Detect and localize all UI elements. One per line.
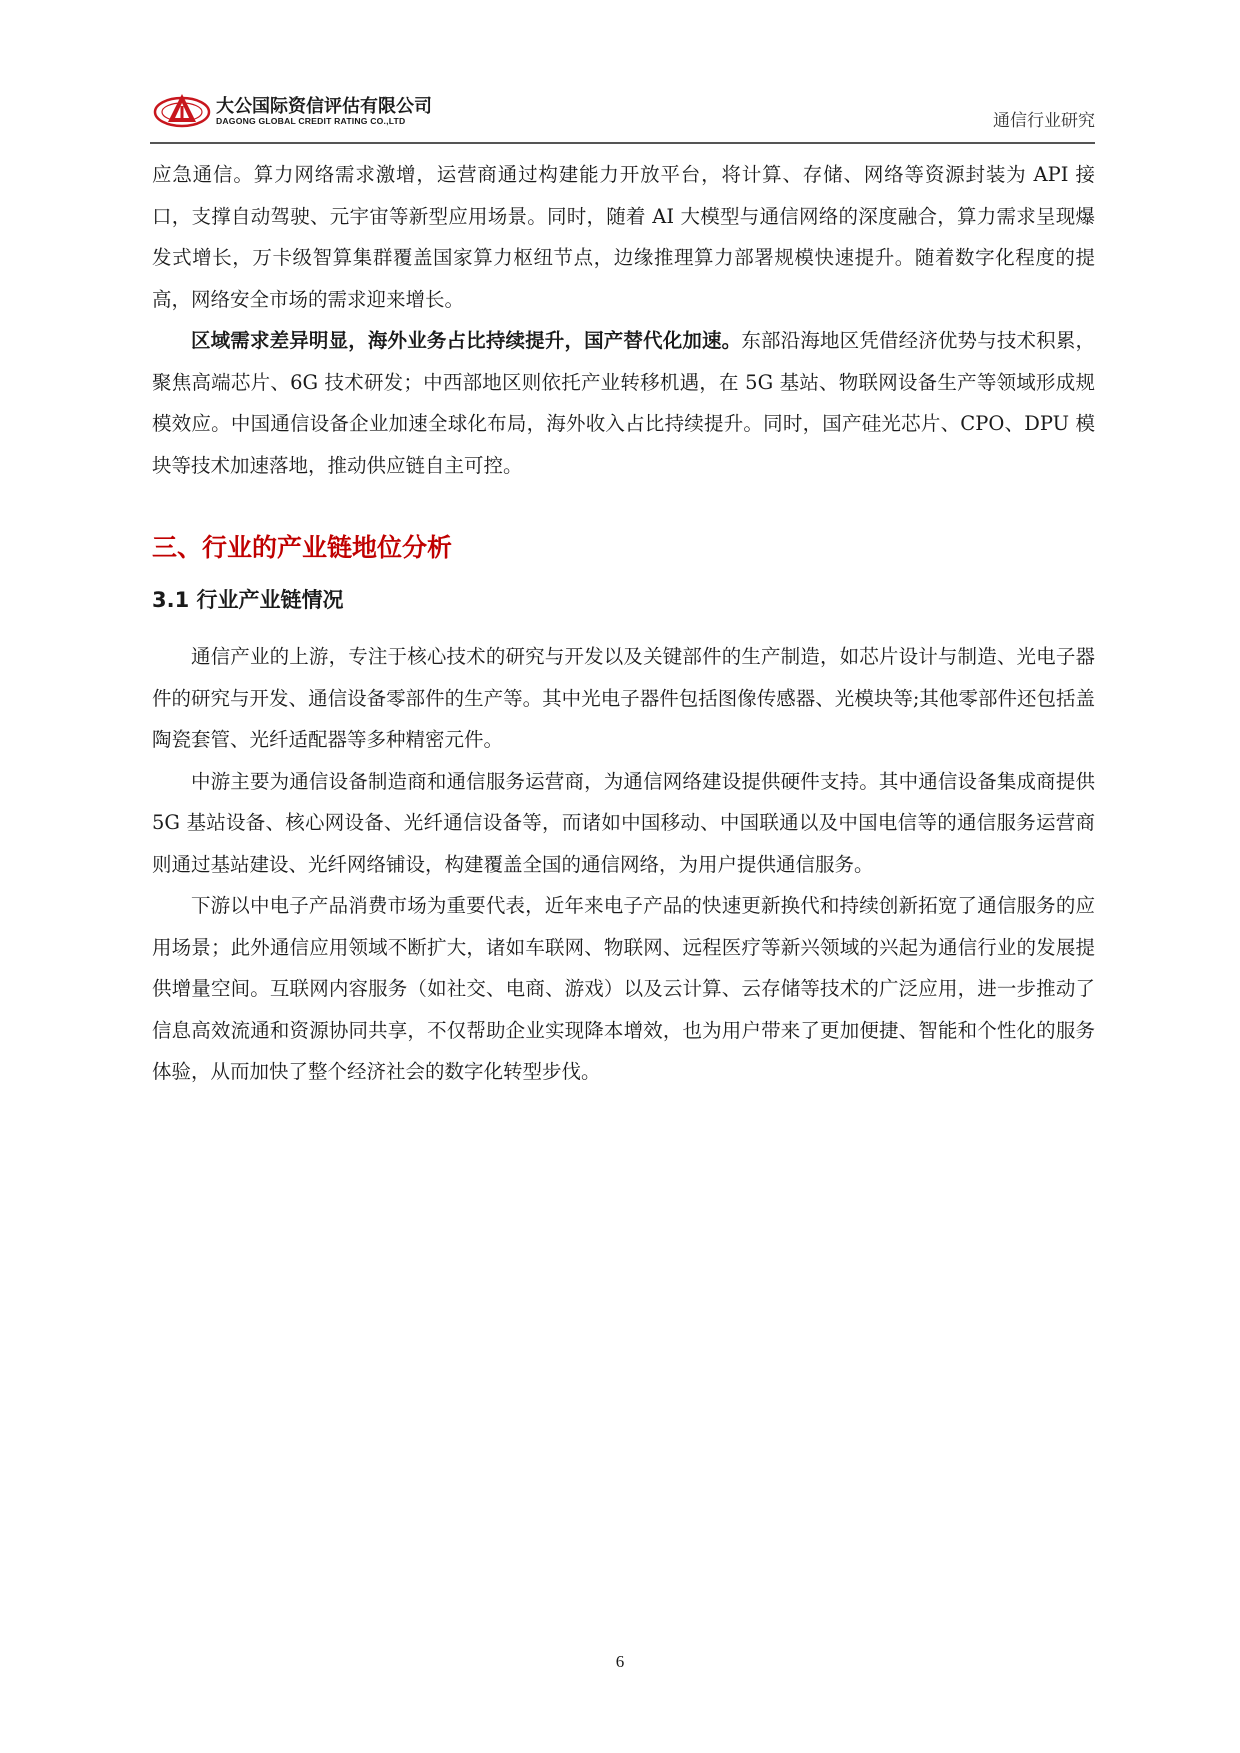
report-title: 通信行业研究 [993, 111, 1095, 131]
company-name-en: DAGONG GLOBAL CREDIT RATING CO.,LTD [216, 116, 406, 126]
paragraph-body-text: 东部沿海地区凭借经济优势与技术积累，聚焦高端芯片、6G 技术研发；中西部地区则依托产业转移机遇，在 5G 基站、物联网设备生产等领域形成规模效应。中国通信设备企业加速全球化布局，海外收入占比持续提升。同时，国产硅光芯片、CPO、DPU 模块等技术加速落地，推动供应链自主可控。 [152, 329, 1095, 477]
paragraph-regional-demand [152, 320, 1095, 486]
page-header [150, 84, 1095, 142]
paragraph-lead-text: 区域需求差异明显，海外业务占比持续提升，国产替代化加速。 [191, 329, 742, 352]
company-name-cn: 大公国际资信评估有限公司 [216, 96, 432, 117]
section-heading: 三、行业的产业链地位分析 [152, 533, 453, 562]
paragraph-computing-network: 应急通信。算力网络需求激增，运营商通过构建能力开放平台，将计算、存储、网络等资源封装为 API 接口，支撑自动驾驶、元宇宙等新型应用场景。同时，随着 AI 大模型与通信网络的深度融合，算力需求呈现爆发式增长，万卡级智算集群覆盖国家算力枢纽节点，边缘推理算力部署规模快速提升。随着数字化程度的提高，网络安全市场的需求迎来增长。 [152, 163, 1095, 311]
page-number: 6 [615, 1652, 625, 1671]
paragraph-upstream: 通信产业的上游，专注于核心技术的研究与开发以及关键部件的生产制造，如芯片设计与制造、光电子器件的研究与开发、通信设备零部件的生产等。其中光电子器件包括图像传感器、光模块等;其他零部件还包括盖陶瓷套管、光纤适配器等多种精密元件。 [152, 645, 1095, 751]
paragraph-downstream: 下游以中电子产品消费市场为重要代表，近年来电子产品的快速更新换代和持续创新拓宽了通信服务的应用场景；此外通信应用领域不断扩大，诸如车联网、物联网、远程医疗等新兴领域的兴起为通信行业的发展提供增量空间。互联网内容服务（如社交、电商、游戏）以及云计算、云存储等技术的广泛应用，进一步推动了信息高效流通和资源协同共享，不仅帮助企业实现降本增效，也为用户带来了更加便捷、智能和个性化的服务体验，从而加快了整个经济社会的数字化转型步伐。 [152, 894, 1095, 1083]
paragraph-midstream: 中游主要为通信设备制造商和通信服务运营商，为通信网络建设提供硬件支持。其中通信设备集成商提供 5G 基站设备、核心网设备、光纤通信设备等，而诸如中国移动、中国联通以及中国电信等的通信服务运营商则通过基站建设、光纤网络铺设，构建覆盖全国的通信网络，为用户提供通信服务。 [152, 769, 1095, 876]
subsection-heading: 3.1 行业产业链情况 [152, 588, 344, 612]
document-body [152, 154, 1095, 1093]
header-divider [150, 142, 1095, 144]
dagong-logo-icon [152, 90, 212, 130]
